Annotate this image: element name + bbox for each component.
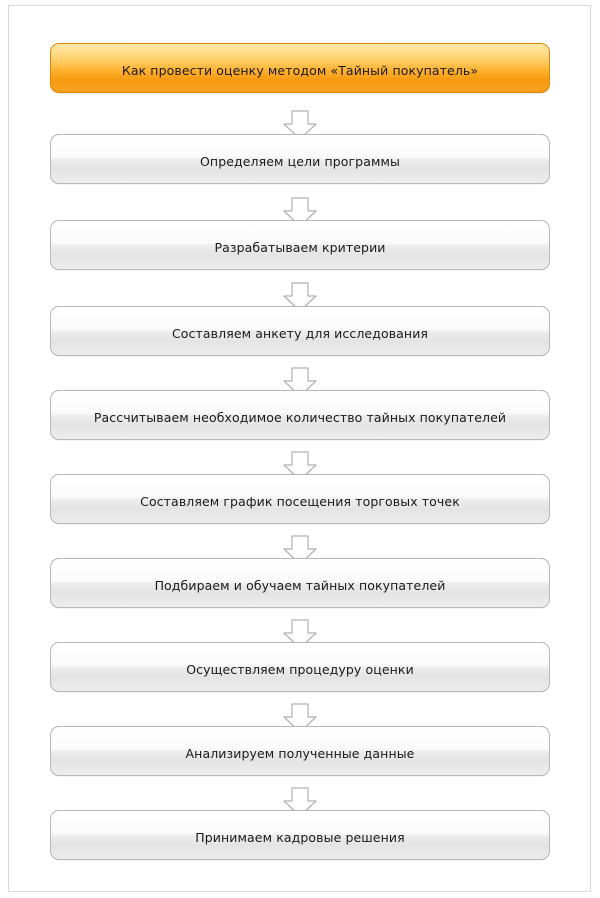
flowchart-title: Как провести оценку методом «Тайный покупатель» [121,62,479,78]
step-label-3: Составляем анкету для исследования [171,325,429,341]
step-box-9 [50,810,550,860]
step-label-8: Анализируем полученные данные [185,745,415,761]
step-label-5: Составляем график посещения торговых точек [140,493,460,509]
step-box-8 [50,726,550,776]
flowchart-title-box [50,43,550,93]
step-box-1 [50,134,550,184]
step-box-6 [50,558,550,608]
step-label-9: Принимаем кадровые решения [195,829,405,845]
step-label-4: Рассчитываем необходимое количество тайных покупателей [93,409,507,425]
step-box-5 [50,474,550,524]
step-label-1: Определяем цели программы [199,153,400,169]
step-label-7: Осуществляем процедуру оценки [186,661,414,677]
step-label-2: Разрабатываем критерии [214,239,386,255]
step-box-3 [50,306,550,356]
step-label-6: Подбираем и обучаем тайных покупателей [154,577,446,593]
step-box-2 [50,220,550,270]
step-box-7 [50,642,550,692]
step-box-4 [50,390,550,440]
